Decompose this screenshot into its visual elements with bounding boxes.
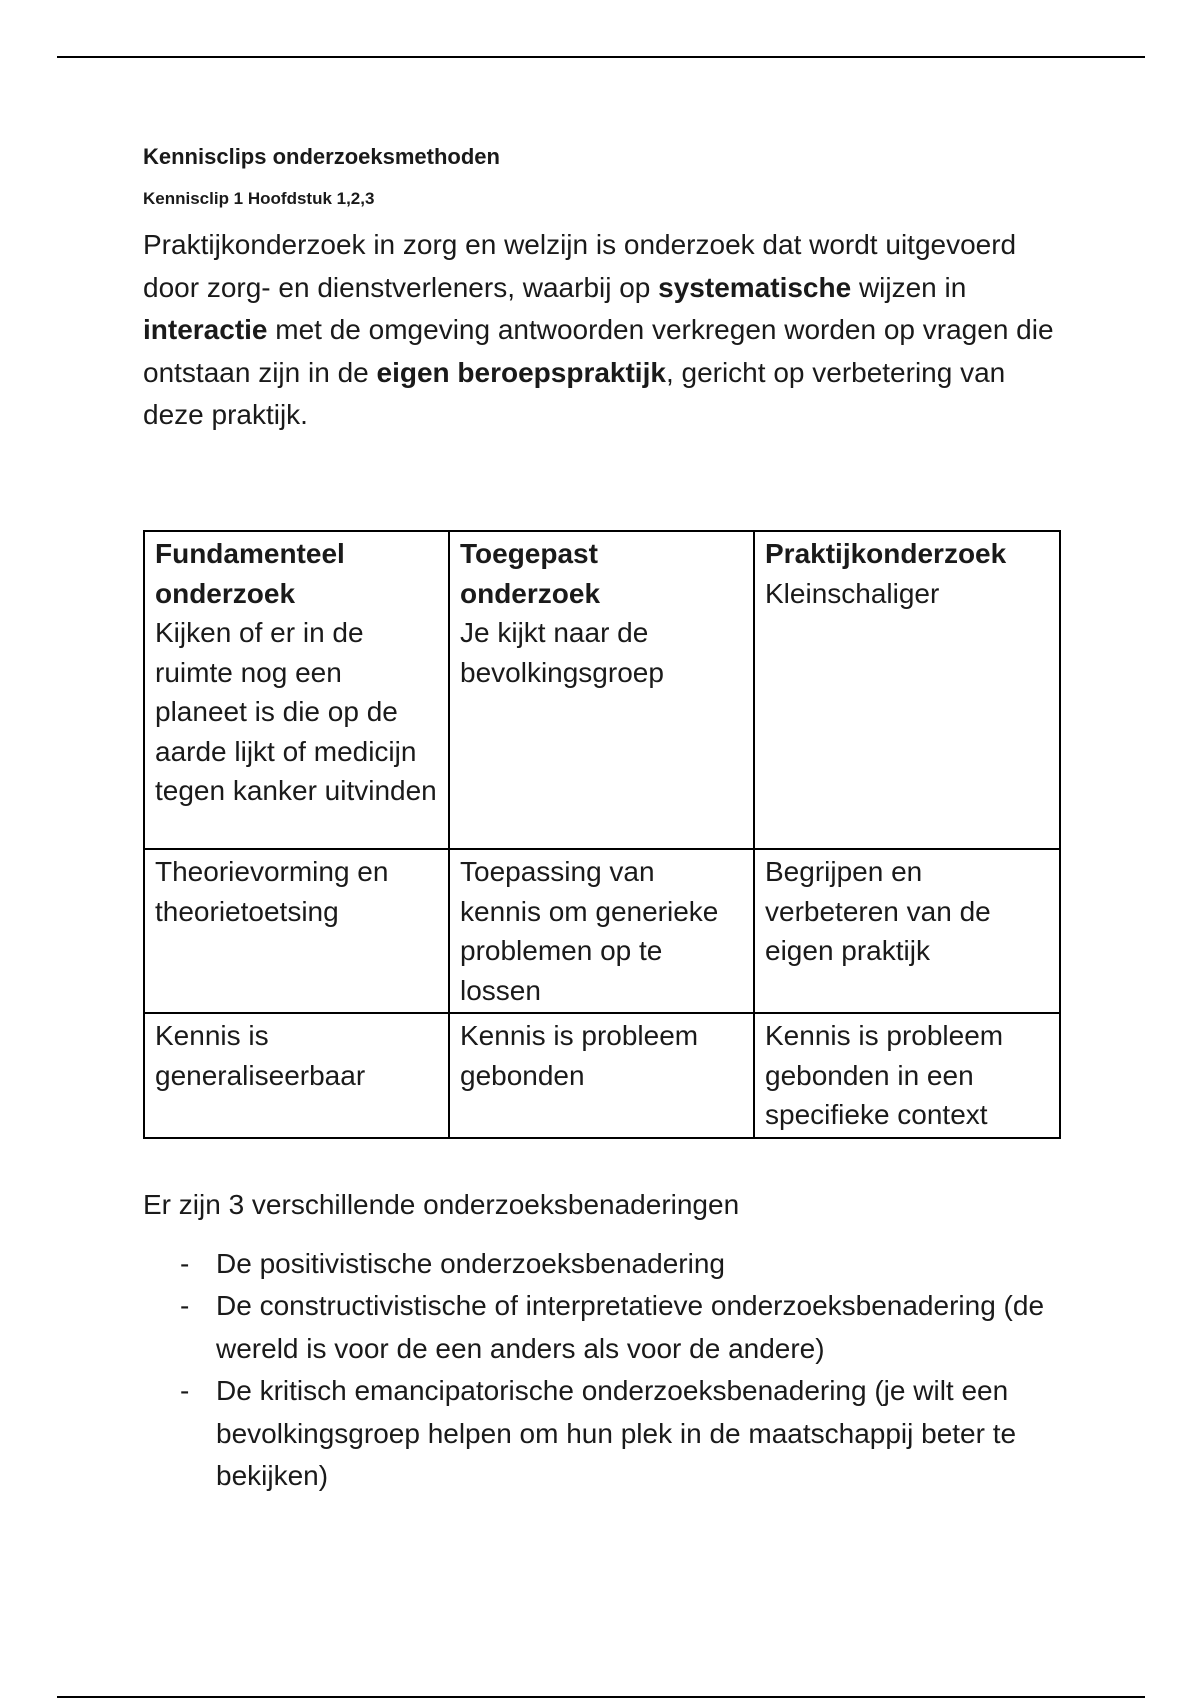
bullet-dash: - [180, 1290, 190, 1321]
table-cell: Kennis is probleem gebonden [449, 1013, 754, 1138]
document-subtitle: Kennisclip 1 Hoofdstuk 1,2,3 [143, 189, 375, 208]
table-cell-applied [449, 531, 754, 849]
table-row [144, 1013, 1060, 1138]
table-cell-practice [754, 531, 1060, 849]
table-cell: Kennis is probleem gebonden in een specifieke context [754, 1013, 1060, 1138]
table-cell: Theorievorming en theorietoetsing [144, 849, 449, 1013]
bullet-dash: - [180, 1247, 190, 1279]
column-heading-applied: Toegepast onderzoek [460, 538, 601, 609]
intro-text-2: wijzen in [851, 271, 967, 303]
list-item [143, 1243, 1063, 1286]
intro-bold-practice: eigen beroepspraktijk [376, 356, 666, 388]
column-heading-practice: Praktijkonderzoek [765, 538, 1007, 569]
table-cell-fundamental [144, 531, 449, 849]
bullet-dash: - [180, 1375, 190, 1406]
top-rule [57, 56, 1145, 58]
list-item-text: De constructivistische of interpretatieve onderzoeksbenadering (de wereld is voor de een anders als voor de andere) [216, 1290, 1045, 1364]
document-body [143, 140, 1063, 437]
list-item [143, 1370, 1063, 1498]
list-item [143, 1285, 1063, 1370]
intro-paragraph [143, 224, 1063, 437]
table-cell: Begrijpen en verbeteren van de eigen praktijk [754, 849, 1060, 1013]
approaches-section [143, 1184, 1063, 1498]
approaches-intro: Er zijn 3 verschillende onderzoeksbenaderingen [143, 1189, 740, 1220]
intro-bold-interaction: interactie [143, 314, 268, 345]
table-header-row [144, 531, 1060, 849]
intro-text-1: Praktijkonderzoek in zorg en welzijn is onderzoek dat wordt uitgevoerd door zorg- en dienstverleners, waarbij op [143, 229, 1017, 303]
column-description-practice: Kleinschaliger [765, 577, 940, 609]
approaches-list [143, 1243, 1063, 1498]
table-cell: Toepassing van kennis om generieke problemen op te lossen [449, 849, 754, 1013]
table-row [144, 849, 1060, 1013]
research-types-table [143, 530, 1061, 1139]
column-description-fundamental: Kijken of er in de ruimte nog een planeet is die op de aarde lijkt of medicijn tegen kanker uitvinden [155, 617, 437, 806]
bottom-rule [57, 1696, 1145, 1698]
intro-bold-systematic: systematische [658, 271, 852, 303]
table-cell: Kennis is generaliseerbaar [144, 1013, 449, 1138]
intro-text-3: met de omgeving antwoorden verkregen worden op vragen die ontstaan zijn in de [143, 314, 1054, 388]
column-description-applied: Je kijkt naar de bevolkingsgroep [460, 617, 664, 688]
column-heading-fundamental: Fundamenteel onderzoek [155, 538, 345, 609]
list-item-text: De kritisch emancipatorische onderzoeksbenadering (je wilt een bevolkingsgroep helpen om hun plek in de maatschappij beter te bekijken) [216, 1375, 1017, 1491]
document-title: Kennisclips onderzoeksmethoden [143, 144, 500, 169]
list-item-text: De positivistische onderzoeksbenadering [216, 1247, 725, 1279]
intro-text-4: , gericht op verbetering van deze praktijk. [143, 356, 1006, 430]
